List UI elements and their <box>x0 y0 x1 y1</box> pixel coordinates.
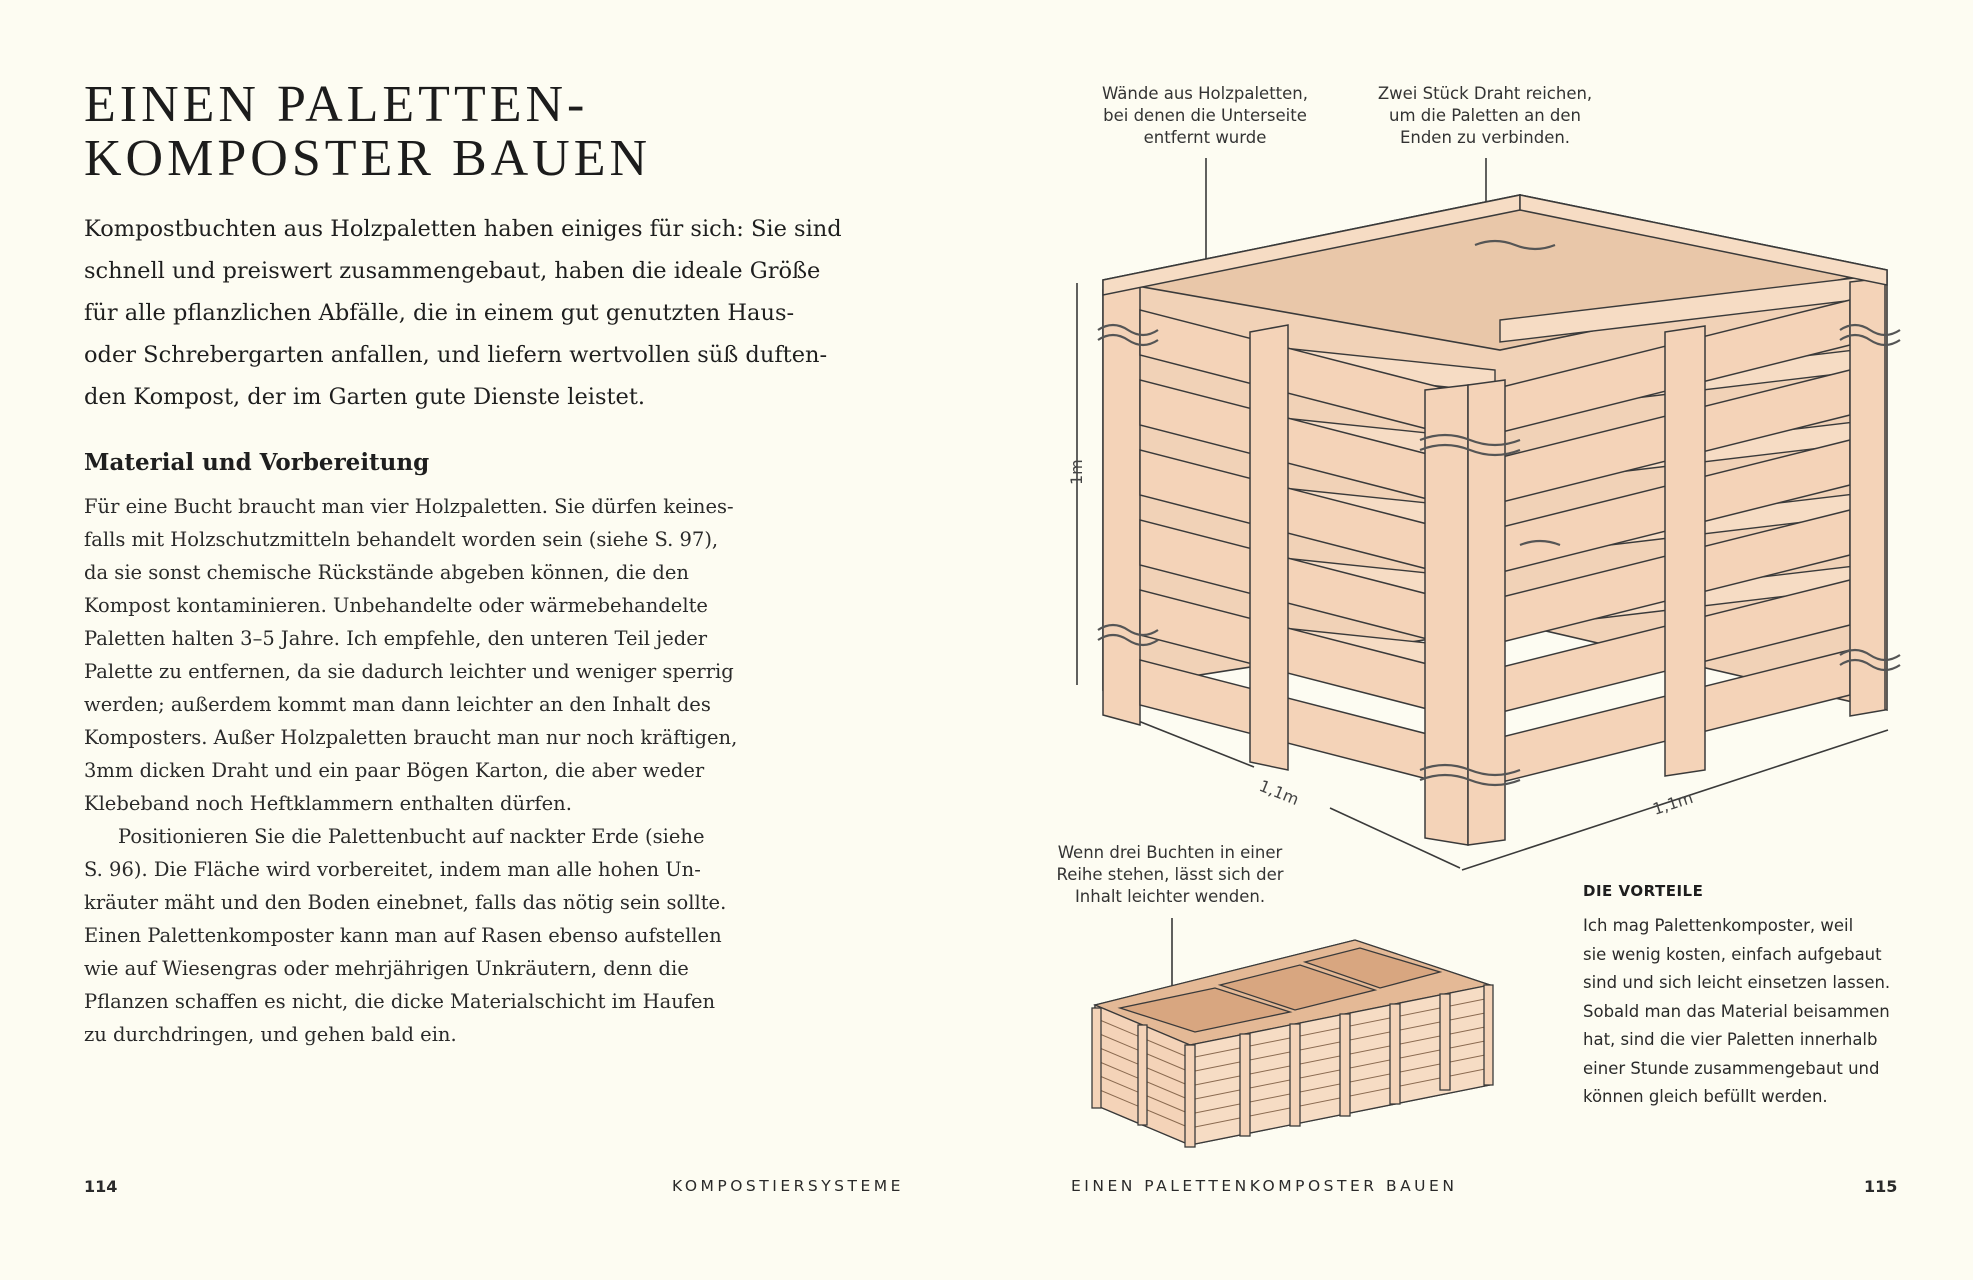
body-line: Kompost kontaminieren. Unbehandelte oder wärmebehandelte <box>84 594 708 617</box>
callout-line: Reihe stehen, lässt sich der <box>1056 865 1284 884</box>
body-line: S. 96). Die Fläche wird vorbereitet, indem man alle hohen Un- <box>84 858 701 881</box>
body-line: Klebeband noch Heftklammern enthalten dürfen. <box>84 792 572 815</box>
vorteile-line: hat, sind die vier Paletten innerhalb <box>1583 1030 1878 1049</box>
vorteile-heading: DIE VORTEILE <box>1583 882 1704 900</box>
dimension-height-label: 1m <box>1067 459 1086 485</box>
title-line: EINEN PALETTEN- <box>84 76 589 133</box>
body-line: wie auf Wiesengras oder mehrjährigen Unkräutern, denn die <box>84 957 689 980</box>
callout-line: bei denen die Unterseite <box>1103 106 1307 125</box>
body-line: Paletten halten 3–5 Jahre. Ich empfehle, den unteren Teil jeder <box>84 627 708 650</box>
dimension-width-right-label: 1,1m <box>1650 788 1696 819</box>
body-line: da sie sonst chemische Rückstände abgeben können, die den <box>84 561 689 584</box>
callout-line: Inhalt leichter wenden. <box>1074 887 1266 906</box>
callout-line: Zwei Stück Draht reichen, <box>1377 84 1593 103</box>
intro-line: den Kompost, der im Garten gute Dienste leistet. <box>84 384 646 410</box>
vorteile-line: sie wenig kosten, einfach aufgebaut <box>1583 944 1882 964</box>
page-number-left: 114 <box>84 1177 118 1196</box>
title-line: KOMPOSTER BAUEN <box>84 130 652 187</box>
vorteile-line: einer Stunde zusammengebaut und <box>1583 1058 1880 1078</box>
page-number-right: 115 <box>1864 1177 1898 1196</box>
body-line: Pflanzen schaffen es nicht, die dicke Materialschicht im Haufen <box>84 990 716 1013</box>
body-line: 3mm dicken Draht und ein paar Bögen Karton, die aber weder <box>84 759 705 782</box>
body-line: kräuter mäht und den Boden einebnet, falls das nötig sein sollte. <box>84 891 727 914</box>
body-line: Positionieren Sie die Palettenbucht auf nackter Erde (siehe <box>118 825 705 848</box>
vorteile-line: können gleich befüllt werden. <box>1583 1087 1828 1106</box>
callout-line: Wände aus Holzpaletten, <box>1102 84 1308 103</box>
body-line: werden; außerdem kommt man dann leichter an den Inhalt des <box>84 693 711 716</box>
body-line: Komposters. Außer Holzpaletten braucht man nur noch kräftigen, <box>84 726 738 749</box>
intro-line: für alle pflanzlichen Abfälle, die in einem gut genutzten Haus- <box>84 300 795 326</box>
body-line: Palette zu entfernen, da sie dadurch leichter und weniger sperrig <box>84 660 734 683</box>
callout-line: entfernt wurde <box>1143 128 1267 147</box>
running-head-right: EINEN PALETTENKOMPOSTER BAUEN <box>1071 1177 1458 1195</box>
vorteile-line: Ich mag Palettenkomposter, weil <box>1583 916 1854 935</box>
composter-main <box>1098 195 1900 845</box>
vorteile-line: sind und sich leicht einsetzen lassen. <box>1583 973 1891 992</box>
section-heading: Material und Vorbereitung <box>84 449 430 476</box>
composter-three-bays <box>1092 940 1493 1147</box>
intro-line: oder Schrebergarten anfallen, und liefern wertvollen süß duften- <box>84 342 828 368</box>
dimension-width-left-label: 1,1m <box>1256 776 1302 810</box>
vorteile-line: Sobald man das Material beisammen <box>1583 1001 1890 1021</box>
callout-line: Wenn drei Buchten in einer <box>1057 843 1283 862</box>
callout-line: um die Paletten an den <box>1389 106 1581 125</box>
callout-line: Enden zu verbinden. <box>1399 128 1571 147</box>
body-line: falls mit Holzschutzmitteln behandelt worden sein (siehe S. 97), <box>84 528 719 551</box>
body-line: Für eine Bucht braucht man vier Holzpaletten. Sie dürfen keines- <box>84 495 734 518</box>
intro-line: schnell und preiswert zusammengebaut, haben die ideale Größe <box>84 258 821 284</box>
intro-line: Kompostbuchten aus Holzpaletten haben einiges für sich: Sie sind <box>84 216 842 242</box>
running-head-left: KOMPOSTIERSYSTEME <box>672 1177 904 1195</box>
body-line: zu durchdringen, und gehen bald ein. <box>84 1023 457 1046</box>
body-line: Einen Palettenkomposter kann man auf Rasen ebenso aufstellen <box>84 924 722 947</box>
